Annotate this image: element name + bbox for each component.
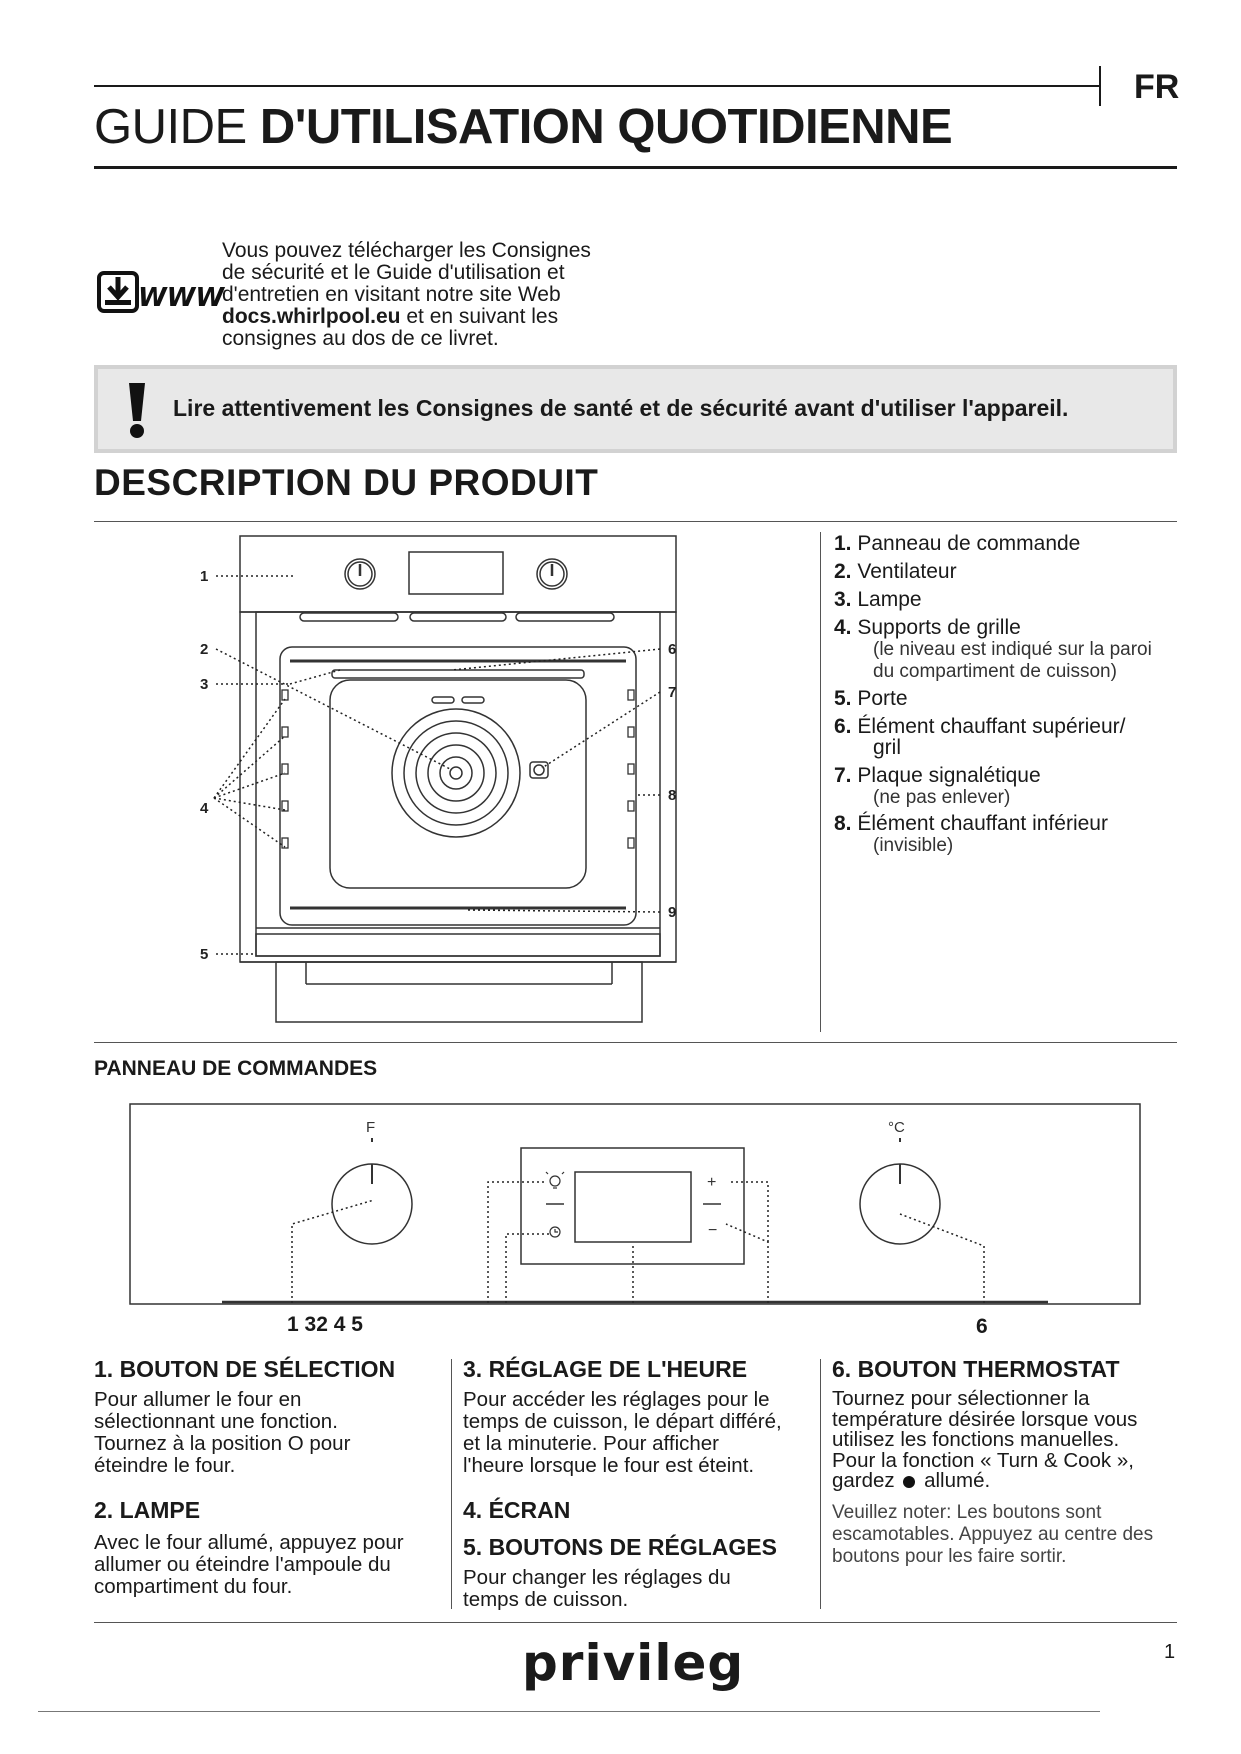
diagram-label-9: 9 — [668, 904, 677, 921]
filled-dot-icon — [903, 1476, 915, 1488]
clock-setting-heading: 3. RÉGLAGE DE L'HEURE — [463, 1356, 748, 1382]
column-2 — [463, 1356, 813, 1611]
control-display-screen — [575, 1172, 691, 1242]
control-callouts-left: 1 32 4 5 — [287, 1313, 363, 1336]
c3-p1-line-2: température désirée lorsque vous — [832, 1407, 1138, 1431]
c1-p1-line-4: éteindre le four. — [94, 1454, 236, 1477]
c3-p1-line-4: Pour la fonction « Turn & Cook », — [832, 1448, 1134, 1472]
thermostat-note — [832, 1502, 1182, 1568]
c3-note-line-2: escamotables. Appuyez au centre des — [832, 1523, 1154, 1545]
header-lang-divider — [1099, 66, 1101, 106]
footer-top-rule — [94, 1622, 1177, 1623]
lamp-text — [94, 1532, 444, 1598]
column-divider-1 — [451, 1359, 452, 1609]
diagram-label-7: 7 — [668, 684, 677, 701]
header-top-rule — [94, 85, 1100, 87]
off-symbol-icon: O — [287, 1432, 304, 1455]
safety-alert-text: Lire attentivement les Consignes de santé et de sécurité avant d'utiliser l'appareil. — [173, 395, 1069, 421]
product-title-rule — [94, 521, 1177, 522]
c1-p2-line-1: Avec le four allumé, appuyez pour — [94, 1531, 404, 1554]
oven-control-panel — [240, 536, 676, 612]
legend-item-8: 8. Élément chauffant inférieur — [834, 812, 1108, 835]
legend-item-1: 1. Panneau de commande — [834, 532, 1081, 555]
lamp-heading: 2. LAMPE — [94, 1497, 201, 1523]
screen-heading: 4. ÉCRAN — [463, 1497, 571, 1523]
adjust-buttons-heading: 5. BOUTONS DE RÉGLAGES — [463, 1534, 777, 1560]
c2-p1-line-3: et la minuterie. Pour afficher — [463, 1432, 719, 1455]
control-panel-title: PANNEAU DE COMMANDES — [94, 1057, 378, 1080]
legend-item-3: 3. Lampe — [834, 588, 922, 611]
column-1 — [94, 1356, 444, 1598]
diagram-label-1: 1 — [200, 568, 209, 585]
header-bottom-rule — [94, 166, 1177, 169]
intro-line-2: de sécurité et le Guide d'utilisation et — [222, 261, 565, 284]
legend-item-6: 6. Élément chauffant supérieur/ — [834, 715, 1126, 738]
c2-p3-line-1: Pour changer les réglages du — [463, 1566, 731, 1589]
lamp-icon — [546, 1172, 564, 1188]
exclamation-icon — [126, 381, 148, 444]
selector-button-heading: 1. BOUTON DE SÉLECTION — [94, 1356, 396, 1382]
product-column-divider — [820, 532, 821, 1032]
column-divider-2 — [820, 1359, 821, 1609]
product-section-title: DESCRIPTION DU PRODUIT — [94, 462, 599, 503]
c3-note-line-3: boutons pour les faire sortir. — [832, 1545, 1067, 1567]
oven-diagram — [190, 530, 730, 1035]
c1-p1-line-2: sélectionnant une fonction. — [94, 1410, 338, 1433]
legend-item-4-note-1: (le niveau est indiqué sur la paroi — [873, 639, 1152, 660]
intro-line-5: consignes au dos de ce livret. — [222, 327, 499, 350]
minus-sign: − — [708, 1222, 718, 1239]
legend-item-7-note: (ne pas enlever) — [873, 787, 1011, 808]
c2-p3-line-2: temps de cuisson. — [463, 1588, 629, 1611]
page-title-bold: D'UTILISATION QUOTIDIENNE — [259, 100, 953, 154]
c3-p1-line-3: utilisez les fonctions manuelles. — [832, 1428, 1120, 1451]
control-panel-diagram — [128, 1102, 1144, 1347]
page-title-light: GUIDE — [94, 100, 247, 154]
c1-p1-line-1: Pour allumer le four en — [94, 1388, 302, 1411]
legend-item-5: 5. Porte — [834, 687, 908, 710]
download-www-icon — [96, 270, 225, 316]
c1-p1-line-3: Tournez à la position O pour — [94, 1432, 351, 1455]
control-callout-right: 6 — [976, 1315, 988, 1338]
legend-item-4: 4. Supports de grille — [834, 616, 1021, 639]
language-code: FR — [1134, 68, 1180, 106]
legend-item-2: 2. Ventilateur — [834, 560, 957, 583]
product-legend — [834, 530, 1174, 860]
c2-p1-line-4: l'heure lorsque le four est éteint. — [463, 1454, 755, 1477]
c1-p2-line-2: allumer ou éteindre l'ampoule du — [94, 1553, 391, 1576]
legend-item-6-line-2: gril — [873, 736, 902, 759]
oven-fan — [392, 709, 520, 837]
brand-logo: privileg — [522, 1634, 745, 1692]
diagram-label-3: 3 — [200, 676, 209, 693]
thermostat-knob-label: °C — [888, 1119, 905, 1136]
thermostat-text — [832, 1389, 1182, 1492]
diagram-label-6: 6 — [668, 641, 677, 658]
plus-sign: + — [707, 1174, 717, 1191]
footer-bottom-rule — [38, 1711, 1100, 1712]
c3-p1-line-1: Tournez pour sélectionner la — [832, 1387, 1090, 1410]
page-title — [94, 99, 952, 155]
intro-line-3: d'entretien en visitant notre site Web — [222, 283, 561, 306]
clock-setting-text — [463, 1389, 813, 1477]
page-number: 1 — [1164, 1641, 1176, 1663]
selector-knob-label: F — [366, 1119, 376, 1136]
adjust-buttons-text — [463, 1567, 813, 1611]
diagram-label-4: 4 — [200, 800, 209, 817]
thermostat-heading: 6. BOUTON THERMOSTAT — [832, 1356, 1120, 1382]
oven-display — [409, 552, 503, 594]
control-panel-frame — [130, 1104, 1140, 1304]
column-3 — [832, 1356, 1182, 1568]
intro-line-1: Vous pouvez télécharger les Consignes — [222, 239, 591, 262]
legend-item-4-note-2: du compartiment de cuisson) — [873, 661, 1117, 682]
intro-line-4 — [222, 306, 642, 328]
diagram-label-2: 2 — [200, 641, 209, 658]
c1-p2-line-3: compartiment du four. — [94, 1575, 293, 1598]
diagram-label-5: 5 — [200, 946, 209, 963]
legend-item-8-note: (invisible) — [873, 835, 954, 856]
svg-text:WWW: WWW — [138, 283, 225, 313]
diagram-label-8: 8 — [668, 787, 677, 804]
oven-door — [256, 934, 660, 956]
c3-p1-line-5: gardez allumé. — [832, 1469, 991, 1492]
intro-line-4-rest: et en suivant les — [400, 305, 559, 328]
c3-note-line-1: Veuillez noter: Les boutons sont — [832, 1501, 1102, 1523]
legend-item-7: 7. Plaque signalétique — [834, 764, 1041, 787]
c2-p1-line-2: temps de cuisson, le départ différé, — [463, 1410, 782, 1433]
selector-button-text — [94, 1389, 444, 1477]
intro-text — [222, 240, 642, 350]
c2-p1-line-1: Pour accéder les réglages pour le — [463, 1388, 770, 1411]
docs-link[interactable]: docs.whirlpool.eu — [222, 305, 401, 328]
product-bottom-rule — [94, 1042, 1177, 1043]
